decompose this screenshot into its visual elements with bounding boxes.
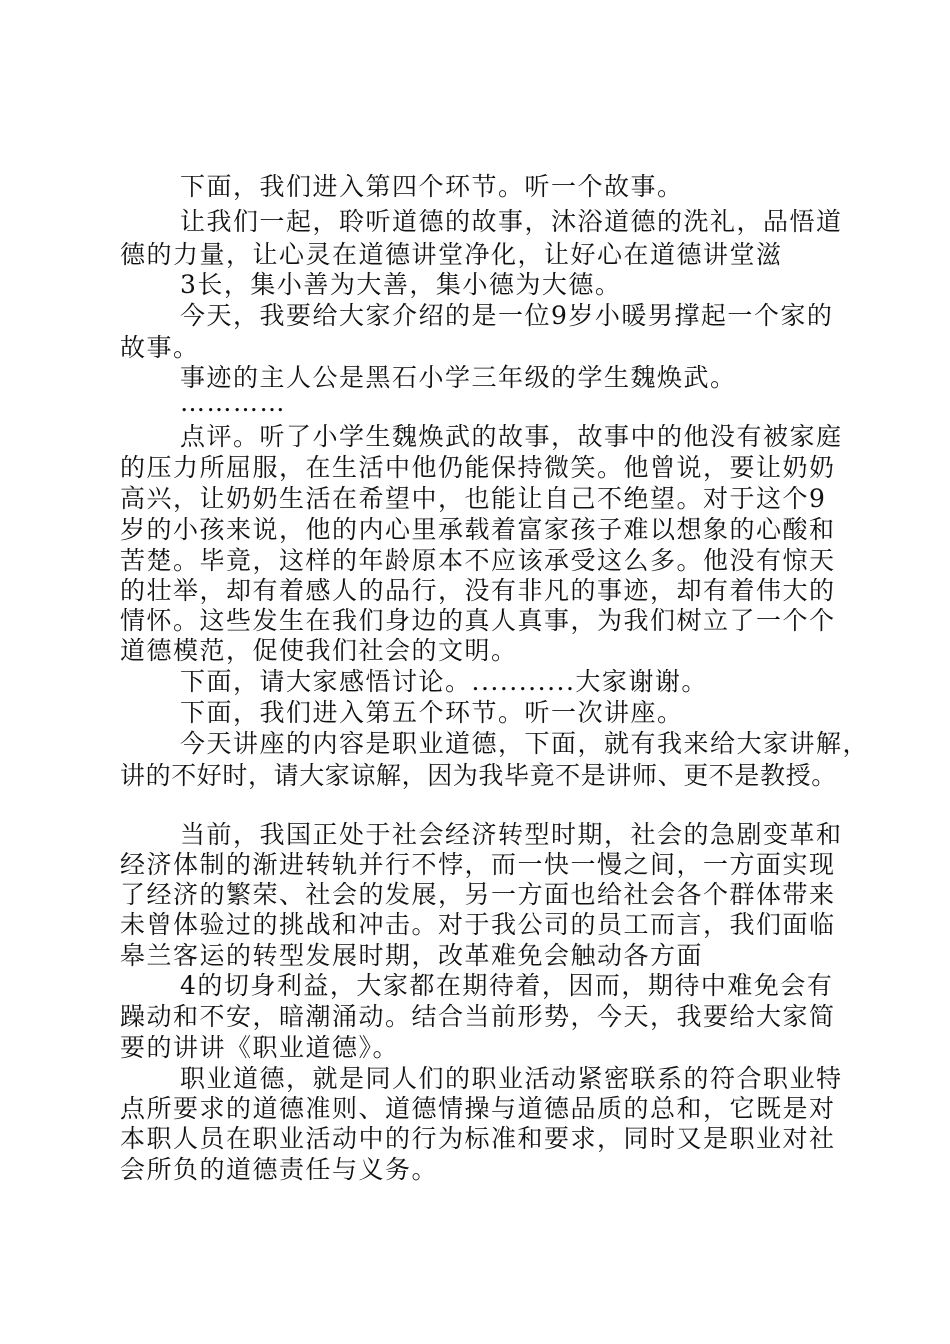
paragraph-line: 职业道德，就是同人们的职业活动紧密联系的符合职业特 [180, 1064, 843, 1093]
paragraph-line: 的壮举，却有着感人的品行，没有非凡的事迹，却有着伟大的 [120, 576, 836, 605]
paragraph-line: 了经济的繁荣、社会的发展，另一方面也给社会各个群体带来 [120, 880, 836, 909]
paragraph-line: 让我们一起，聆听道德的故事，沐浴道德的洗礼，品悟道 [180, 207, 843, 236]
paragraph-line: 3长，集小善为大善，集小德为大德。 [180, 270, 622, 299]
paragraph-line: 当前，我国正处于社会经济转型时期，社会的急剧变革和 [180, 820, 843, 849]
paragraph-line: 事迹的主人公是黑石小学三年级的学生魏焕武。 [180, 363, 737, 392]
paragraph-line: 的压力所屈服，在生活中他仍能保持微笑。他曾说，要让奶奶 [120, 453, 836, 482]
paragraph-line: 今天，我要给大家介绍的是一位9岁小暖男撑起一个家的 [180, 301, 834, 330]
paragraph-line: 点评。听了小学生魏焕武的故事，故事中的他没有被家庭 [180, 422, 843, 451]
paragraph-line: 4的切身利益，大家都在期待着，因而，期待中难免会有 [180, 971, 834, 1000]
paragraph-line: 道德模范，促使我们社会的文明。 [120, 636, 518, 665]
paragraph-line: 经济体制的渐进转轨并行不悖，而一快一慢之间，一方面实现 [120, 850, 836, 879]
paragraph-line: 讲的不好时，请大家谅解，因为我毕竟不是讲师、更不是教授。 [120, 761, 837, 790]
paragraph-line: 下面，我们进入第五个环节。听一次讲座。 [180, 698, 684, 727]
paragraph-line: 会所负的道德责任与义务。 [120, 1155, 439, 1184]
paragraph-line: 要的讲讲《职业道德》。 [120, 1033, 400, 1062]
paragraph-line: 躁动和不安，暗潮涌动。结合当前形势，今天，我要给大家简 [120, 1002, 836, 1031]
paragraph-line: 德的力量，让心灵在道德讲堂净化，让好心在道德讲堂滋 [120, 240, 783, 269]
paragraph-line: 岁的小孩来说，他的内心里承载着富家孩子难以想象的心酸和 [120, 515, 836, 544]
paragraph-line: 未曾体验过的挑战和冲击。对于我公司的员工而言，我们面临 [120, 910, 836, 939]
paragraph-line: 点所要求的道德准则、道德情操与道德品质的总和，它既是对 [120, 1094, 836, 1123]
paragraph-line: 今天讲座的内容是职业道德，下面，就有我来给大家讲解， [180, 729, 870, 758]
paragraph-line: ………… [180, 388, 286, 417]
paragraph-line: 苦楚。毕竟，这样的年龄原本不应该承受这么多。他没有惊天 [120, 546, 836, 575]
paragraph-line: 下面，我们进入第四个环节。听一个故事。 [180, 172, 684, 201]
paragraph-line: 高兴，让奶奶生活在希望中，也能让自己不绝望。对于这个9 [120, 484, 827, 513]
paragraph-line: 下面，请大家感悟讨论。...........大家谢谢。 [180, 667, 708, 696]
paragraph-line: 本职人员在职业活动中的行为标准和要求，同时又是职业对社 [120, 1124, 836, 1153]
paragraph-line: 故事。 [120, 333, 200, 362]
paragraph-line: 皋兰客运的转型发展时期，改革难免会触动各方面 [120, 941, 704, 970]
paragraph-line: 情怀。这些发生在我们身边的真人真事，为我们树立了一个个 [120, 606, 836, 635]
